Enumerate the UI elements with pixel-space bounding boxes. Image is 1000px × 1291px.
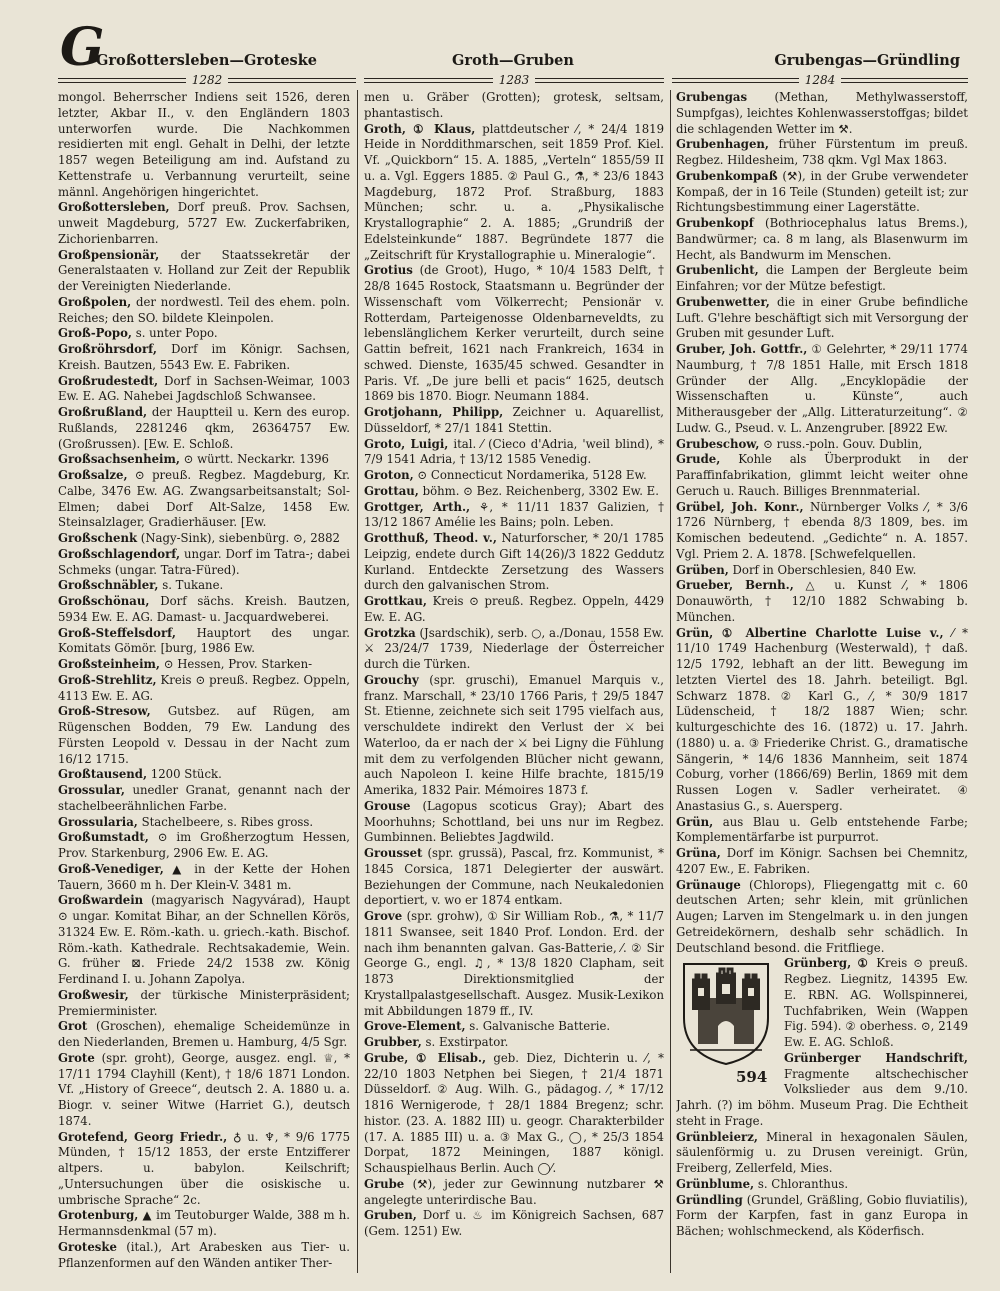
dictionary-entry: [58, 626, 350, 658]
dictionary-entry: [58, 248, 350, 295]
entry-headword: Groß-Strehlitz,: [58, 672, 157, 687]
dictionary-entry: [364, 846, 664, 909]
entry-headword: Grube: [364, 1176, 405, 1191]
entry-text: (Nagy-Sink), siebenbürg. ⊙, 2882: [140, 531, 340, 545]
entry-text: (spr. grohw), ① Sir William Rob., ⚗, * 11/7 1811 Swansee, seit 1840 Prof. London. Erd. der nach ihm benannten galvan. Gas-Batterie, ⁄. ② Sir George G., engl. ♫, * 13/8 1820 Clapham, seit 1873 Direktionsmitglied der Krystallpalastgesellschaft. Ausgez. Musik-Lexikon mit Abbildungen 1879 ff., IV.: [364, 909, 664, 1018]
dictionary-entry: [676, 1130, 968, 1177]
dictionary-entry: [58, 673, 350, 705]
page-number-cell: [58, 72, 356, 88]
page-header: [58, 17, 968, 78]
entry-headword: Grüna,: [676, 846, 721, 860]
entry-text: Dorf u. ♨ im Königreich Sachsen, 687 (Gem. 1251) Ew.: [364, 1208, 664, 1238]
entry-text: Kreis ⊙ preuß. Regbez. Oppeln, 4429 Ew. E. AG.: [364, 594, 664, 624]
entry-text: die in einer Grube befindliche Luft. G'lehre beschäftigt sich mit Versorgung der Gruben mit gesunder Luft.: [676, 294, 968, 341]
entry-headword: Grube, ① Elisab.,: [364, 1050, 487, 1065]
coat-of-arms-icon: [676, 958, 776, 1068]
entry-text: Zeichner u. Aquarellist, Düsseldorf, * 27/1 1841 Stettin.: [364, 405, 664, 435]
dictionary-entry: [676, 216, 968, 263]
entry-text: △ u. Kunst ⁄, * 1806 Donauwörth, † 12/10 1882 Schwabing b. München.: [676, 578, 968, 624]
dictionary-entry: [364, 468, 664, 484]
dictionary-entry: [676, 1177, 968, 1193]
dictionary-entry: [364, 263, 664, 405]
dictionary-entry: [676, 437, 968, 453]
dictionary-entry: [58, 531, 350, 547]
dictionary-entry: [58, 1019, 350, 1051]
entry-text: (Lagopus scoticus Gray); Abart des Moorhuhns; Schottland, bei uns nur im Regbez. Gumbinnen. Beliebtes Jagdwild.: [364, 798, 664, 845]
entry-headword: Grünbleierz,: [676, 1129, 758, 1144]
entry-headword: Gründling: [676, 1192, 743, 1207]
dictionary-entry: [58, 578, 350, 594]
entry-headword: Grüben,: [676, 562, 729, 577]
entry-headword: Grün,: [676, 814, 714, 829]
entry-headword: Grubenkopf: [676, 216, 754, 230]
dictionary-entry: [58, 405, 350, 452]
dictionary-entry: [364, 799, 664, 846]
entry-text: Hauptort des ungar. Komitats Gömör. [burg, 1986 Ew.: [58, 625, 350, 656]
entry-headword: Großsteinheim,: [58, 657, 160, 671]
entry-headword: Groß-Venediger,: [58, 861, 164, 876]
entry-headword: Grotzka: [364, 625, 416, 640]
dictionary-entry: [58, 90, 350, 200]
dictionary-entry: [676, 452, 968, 499]
entry-text: früher Fürstentum im preuß. Regbez. Hildesheim, 738 qkm. Vgl Max 1863.: [676, 137, 968, 167]
dictionary-entry: [58, 1208, 350, 1240]
entry-headword: Grossularia,: [58, 814, 138, 829]
entry-headword: Großwardein: [58, 893, 144, 908]
dictionary-entry: [364, 594, 664, 626]
entry-text: ital. ⁄ (Cieco d'Adria, 'weil blind), * 7/9 1541 Adria, † 13/12 1585 Venedig.: [364, 436, 664, 467]
entry-headword: Grove-Element,: [364, 1019, 466, 1034]
entry-headword: Grove: [364, 909, 403, 923]
dictionary-entry: [58, 862, 350, 894]
entry-text: Gutsbez. auf Rügen, am Rügenschen Bodden, 79 Ew. Landung des Fürsten Leopold v. Dessau in der Nacht zum 16/12 1715.: [58, 704, 350, 766]
section-letter: G: [60, 17, 105, 78]
entry-headword: Grossular,: [58, 783, 125, 797]
entry-text: Stachelbeere, s. Ribes gross.: [141, 814, 314, 829]
entry-text: (spr. grussä), Pascal, frz. Kommunist, * 1845 Corsica, 1871 Delegierter der auswärt. Beziehungen der Commune, nach Neukaledonien deportiert, v. wo er 1874 entkam.: [364, 846, 664, 908]
entry-headword: Grubenwetter,: [676, 294, 770, 309]
entry-headword: Großsalze,: [58, 468, 128, 482]
column-divider: [670, 90, 671, 1273]
entry-headword: Grün, ① Albertine Charlotte Luise v.,: [676, 625, 944, 640]
dictionary-entry: [676, 342, 968, 437]
dictionary-entry: [58, 452, 350, 468]
dictionary-entry: [364, 673, 664, 799]
dictionary-page: [58, 18, 968, 1273]
entry-text: ⊙ Connecticut Nordamerika, 5128 Ew.: [417, 468, 647, 482]
entry-text: ⚘, * 11/11 1837 Galizien, † 13/12 1867 Amélie les Bains; poln. Leben.: [364, 499, 664, 530]
entry-headword: Grubenkompaß: [676, 168, 778, 183]
dictionary-entry: [58, 594, 350, 626]
entry-text: Kreis ⊙ preuß. Regbez. Oppeln, 4113 Ew. E. AG.: [58, 672, 350, 703]
entry-text: Mineral in hexagonalen Säulen, säulenförmig u. zu Drusen vereinigt. Grün, Freiberg, Zellerfeld, Mies.: [676, 1129, 968, 1175]
dictionary-entry: [676, 1193, 968, 1240]
entry-text: (Groschen), ehemalige Scheidemünze in den Niederlanden, Bremen u. Hamburg, 4/5 Sgr.: [58, 1019, 350, 1049]
entry-headword: Groß-Stresow,: [58, 704, 151, 719]
entry-text: (Methan, Methylwasserstoff, Sumpfgas), leichtes Kohlenwasserstoffgas; bildet die schlagenden Wetter im ⚒.: [676, 90, 968, 136]
dictionary-entry: [58, 295, 350, 327]
dictionary-entry: [364, 909, 664, 1019]
entry-headword: Grünblume,: [676, 1176, 755, 1191]
entry-text: (magyarisch Nagyvárad), Haupt ⊙ ungar. Komitat Bihar, an der Schnellen Körös, 31324 Ew. E. Röm.-kath. u. griech.-kath. Bischof. Röm.-kath. Kathedrale. Rechtsakademie, Wein. G. früher ⊠. Friede 24/2 1538 zw. König Ferdinand I. u. Johann Zapolya.: [58, 893, 350, 986]
entry-headword: Großumstadt,: [58, 830, 149, 845]
entry-headword: Großsachsenheim,: [58, 452, 180, 467]
entry-text: Dorf im Königr. Sachsen, Kreish. Bautzen, 5543 Ew. E. Fabriken.: [58, 342, 350, 372]
entry-headword: Großwesir,: [58, 987, 129, 1002]
dictionary-entry: [676, 563, 968, 579]
entry-headword: Grouse: [364, 798, 411, 813]
entry-headword: Gruber, Joh. Gottfr.,: [676, 342, 808, 356]
entry-text: ⊙ preuß. Regbez. Magdeburg, Kr. Calbe, 3476 Ew. AG. Zwangsarbeitsanstalt; Sol- Elmen; dabei Dorf Alt-Salze, 1458 Ew. Steinsalzlager, Gradierhäuser. [Ew.: [58, 468, 350, 530]
dictionary-entry: [58, 815, 350, 831]
entry-text: 1200 Stück.: [150, 767, 222, 782]
column-1-title: Großottersleben—Groteske: [96, 52, 317, 69]
entry-text: mongol. Beherrscher Indiens seit 1526, deren letzter, Akbar II., v. den Engländern 1803 unterworfen wurde. Die Nachkommen residierten mit engl. Gehalt in Delhi, der letzte 1857 wegen Beteiligung am ind. Aufstand zu Kettenstrafe u. Verbannung verurteilt, seine männl. Angehörigen hingerichtet.: [58, 90, 350, 199]
entry-headword: Grünauge: [676, 877, 741, 892]
entry-text: ungar. Dorf im Tatra-; dabei Schmeks (ungar. Tatra-Füred).: [58, 546, 350, 577]
dictionary-entry: [364, 484, 664, 500]
dictionary-entry: [364, 1019, 664, 1035]
entry-text: Dorf im Königr. Sachsen bei Chemnitz, 4207 Ew., E. Fabriken.: [676, 846, 968, 876]
entry-headword: Großröhrsdorf,: [58, 342, 157, 356]
entry-headword: Groto, Luigi,: [364, 436, 449, 451]
entry-text: ⊙ russ.-poln. Gouv. Dublin,: [763, 436, 923, 451]
dictionary-entry: [58, 1240, 350, 1272]
page-number: 1284: [804, 73, 836, 87]
entry-headword: Groß-Steffelsdorf,: [58, 625, 176, 640]
entry-headword: Großottersleben,: [58, 200, 170, 215]
column-3: [676, 90, 968, 1273]
dictionary-entry: [58, 830, 350, 862]
entry-text: ▲ im Teutoburger Walde, 388 m h. Hermannsdenkmal (57 m).: [58, 1208, 350, 1238]
dictionary-entry: [364, 626, 664, 673]
entry-headword: Grotenburg,: [58, 1208, 139, 1223]
dictionary-entry: [364, 1208, 664, 1240]
column-2: [364, 90, 664, 1273]
entry-text: der Hauptteil u. Kern des europ. Rußlands, 2281246 qkm, 26364757 Ew. (Großrussen). [Ew. E. Schloß.: [58, 405, 350, 451]
entry-text: geb. Diez, Dichterin u. ⁄, * 22/10 1803 Netphen bei Siegen, † 21/4 1871 Düsseldorf. ② Aug. Wilh. G., pädagog. ⁄, * 17/12 1816 Wernigerode, † 28/1 1884 Bregenz; schr. histor. (23. A. 1882 III) u. geogr. Charakterbilder (17. A. 1885 III) u. a. ③ Max G., ◯, * 25/3 1854 Dorpat, 1872 Meiningen, 1887 königl. Schauspielhaus Berlin. Auch ◯⁄.: [364, 1050, 664, 1175]
dictionary-entry: [676, 137, 968, 169]
entry-text: (Jsardschik), serb. ○, a./Donau, 1558 Ew. ⚔ 23/24/7 1739, Niederlage der Österreicher durch die Türken.: [364, 625, 664, 671]
dictionary-entry: [676, 295, 968, 342]
entry-text: der türkische Ministerpräsident; Premierminister.: [58, 987, 350, 1018]
page-number-row: [58, 72, 968, 88]
entry-text: Fragmente altschechischer Volkslieder aus dem 9./10. Jahrh. (?) im böhm. Museum Prag. Die Echtheit steht in Frage.: [676, 1066, 968, 1128]
entry-text: Dorf preuß. Prov. Sachsen, unweit Magdeburg, 5727 Ew. Zuckerfabriken, Zichorienbarren.: [58, 200, 350, 246]
entry-headword: Großschnäbler,: [58, 578, 159, 593]
entry-headword: Grottkau,: [364, 594, 427, 608]
entry-headword: Grot: [58, 1019, 88, 1034]
dictionary-entry: [676, 169, 968, 216]
entry-headword: Grubenlicht,: [676, 263, 759, 278]
dictionary-entry: [364, 122, 664, 264]
entry-text: ⊙ im Großherzogtum Hessen, Prov. Starkenburg, 2906 Ew. E. AG.: [58, 830, 350, 860]
entry-text: s. Tukane.: [162, 578, 224, 593]
entry-headword: Grottger, Arth.,: [364, 499, 471, 514]
column-1: [58, 90, 350, 1273]
entry-headword: Großrudestedt,: [58, 373, 159, 388]
dictionary-entry: [364, 1051, 664, 1177]
entry-headword: Grübel, Joh. Konr.,: [676, 499, 804, 514]
dictionary-entry: [58, 657, 350, 673]
entry-text: unedler Granat, genannt nach der stachelbeerähnlichen Farbe.: [58, 783, 350, 813]
entry-headword: Grotefend, Georg Friedr.,: [58, 1129, 228, 1144]
entry-text: s. Chloranthus.: [757, 1176, 849, 1191]
dictionary-entry: [364, 1177, 664, 1209]
entry-text: (spr. gruschi), Emanuel Marquis v., franz. Marschall, * 23/10 1766 Paris, † 29/5 1847 St. Etienne, zeichnete sich seit 1795 vielfach aus, verschuldete indirekt den Verlust der ⚔ bei Waterloo, da er nach der ⚔ bei Ligny die Fühlung mit dem zu verfolgenden Blücher nicht gewann, auch Napoleon I. keine Hilfe brachte, 1815/19 Amerika, 1832 Pair. Mémoires 1873 f.: [364, 672, 664, 797]
dictionary-entry: [58, 893, 350, 988]
entry-text: (⚒), in der Grube verwendeter Kompaß, der in 16 Teile (Stunden) geteilt ist; zur Richtungsbestimmung einer Lagerstätte.: [676, 168, 968, 215]
entry-text: Dorf in Oberschlesien, 840 Ew.: [732, 562, 917, 577]
dictionary-entry: [676, 263, 968, 295]
entry-text: ① Gelehrter, * 29/11 1774 Naumburg, † 7/8 1851 Halle, mit Ersch 1818 Gründer der Allg. „Encyklopädie der Wissenschaften u. Künste“, auch Mitherausgeber der „Allg. Litteraturzeitung“. ② Ludw. G., Pseud. v. L. Anzengruber. [8922 Ew.: [676, 342, 968, 435]
entry-headword: Großpensionär,: [58, 247, 160, 262]
entry-text: ⊙ Hessen, Prov. Starken-: [163, 657, 313, 671]
entry-text: die Lampen der Bergleute beim Einfahren; vor der Mütze befestigt.: [676, 263, 968, 293]
entry-text: men u. Gräber (Grotten); grotesk, seltsam, phantastisch.: [364, 90, 664, 120]
entry-headword: Grubenhagen,: [676, 137, 769, 152]
entry-headword: Großschlagendorf,: [58, 546, 181, 561]
dictionary-entry: [364, 531, 664, 594]
entry-text: ⊙ württ. Neckarkr. 1396: [183, 452, 329, 467]
entry-text: (Bothriocephalus latus Brems.), Bandwürmer; ca. 8 m lang, als Blasenwurm im Hecht, als Bandwurm im Menschen.: [676, 216, 968, 262]
entry-headword: Großpolen,: [58, 294, 132, 309]
dictionary-entry: [676, 578, 968, 625]
entry-text: ⁄ * 11/10 1749 Hachenburg (Westerwald), † daß. 12/5 1792, lebhaft an der litt. Bewegung im letzten Viertel des 18. Jahrh. beteiligt. Bgl. Schwarz 1878. ② Karl G., ⁄, * 30/9 1817 Lüdenscheid, † 18/2 1887 Wien; schr. kulturgeschichte des 16. (1872) u. 17. Jahrh. (1880) u. a. ③ Friederike Christ. G., dramatische Sängerin, * 14/6 1836 Mannheim, seit 1874 Coburg, vorher (1866/69) Berlin, 1869 mit dem Russen Logen v. Sadler verheiratet. ④ Anastasius G., s. Auersperg.: [676, 625, 968, 813]
dictionary-entry: [58, 1051, 350, 1130]
entry-headword: Großschenk: [58, 531, 138, 545]
entry-text: (ital.), Art Arabesken aus Tier- u. Pflanzenformen auf den Wänden antiker Ther-: [58, 1239, 350, 1270]
dictionary-entry: [676, 500, 968, 563]
entry-text: (spr. groht), George, ausgez. engl. ♕, * 17/11 1794 Clayhill (Kent), † 18/6 1871 London. Vf. „History of Greece“, deutsch 2. A. 1880 u. a. Biogr. v. seiner Witwe (Harriet G.), deutsch 1874.: [58, 1050, 350, 1128]
entry-text: (Chlorops), Fliegengattg mit c. 60 deutschen Arten; sehr klein, mit grünlichen Augen; Larven im Stengelmark u. in den jungen Getreidekörnern, deshalb sehr schädlich. In Deutschland besond. die Fritfliege.: [676, 877, 968, 955]
entry-headword: Groton,: [364, 468, 414, 482]
dictionary-entry: [58, 547, 350, 579]
entry-headword: Groteske: [58, 1239, 117, 1254]
column-2-title: Groth—Gruben: [452, 52, 574, 69]
entry-text: s. Galvanische Batterie.: [469, 1019, 611, 1034]
entry-text: s. Exstirpator.: [425, 1035, 509, 1049]
entry-headword: Groß-Popo,: [58, 326, 132, 341]
coat-of-arms-figure: [676, 958, 776, 1086]
dictionary-entry: [364, 1035, 664, 1051]
entry-text: plattdeutscher ⁄, * 24/4 1819 Heide in Norddithmarschen, seit 1859 Prof. Kiel. Vf. „Quickborn“ 15. A. 1885, „Verteln“ 1855/59 II u. a. Vgl. Eggers 1885. ② Paul G., ⚗, * 23/6 1843 Magdeburg, 1872 Prof. Straßburg, 1883 München; schr. u. a. „Physikalische Krystallographie“ 2. A. 1885; „Grundriß der Edelsteinkunde“ 1887. Begründete 1877 die „Zeitschrift für Krystallographie u. Mineralogie“.: [364, 121, 664, 262]
entry-text: (de Groot), Hugo, * 10/4 1583 Delft, † 28/8 1645 Rostock, Staatsmann u. Begründer der Wissenschaft vom Völkerrecht; Pensionär v. Rotterdam, Parteigenosse Oldenbarneveldts, zu lebenslänglichem Kerker verurteilt, durch seine Gattin befreit, 1621 nach Frankreich, 1634 in schwed. Dienste, 1635/45 schwed. Gesandter in Paris. Vf. „De jure belli et pacis“ 1625, deutsch 1869 bis 1870. Biogr. Neumann 1884.: [364, 263, 664, 404]
entry-text: böhm. ⊙ Bez. Reichenberg, 3302 Ew. E.: [422, 483, 659, 498]
page-number: 1282: [191, 73, 223, 87]
entry-headword: Grubengas: [676, 90, 748, 104]
dictionary-entry: [58, 988, 350, 1020]
dictionary-entry: [58, 342, 350, 374]
entry-text: der nordwestl. Teil des ehem. poln. Reiches; den SO. bildete Kleinpolen.: [58, 294, 350, 325]
entry-headword: Grotjohann, Philipp,: [364, 405, 504, 419]
dictionary-entry: [676, 878, 968, 957]
entry-text: Kohle als Überprodukt in der Paraffinfabrikation, glimmt leicht weiter ohne Geruch u. Rauch. Billiges Brennmaterial.: [676, 452, 968, 498]
dictionary-entry: [58, 374, 350, 406]
entry-headword: Großtausend,: [58, 767, 148, 782]
entry-text: (⚒), jeder zur Gewinnung nutzbarer ⚒ angelegte unterirdische Bau.: [364, 1176, 664, 1207]
entry-text: Naturforscher, * 20/1 1785 Leipzig, endete durch Gift 14(26)/3 1822 Geddutz Kurland. Entdeckte Zersetzung des Wassers durch den galvanischen Strom.: [364, 531, 664, 593]
page-number: 1283: [498, 73, 530, 87]
entry-headword: Groth, ① Klaus,: [364, 121, 476, 136]
entry-headword: Grünberg, ①: [784, 956, 871, 971]
dictionary-entry: [676, 90, 968, 137]
entry-headword: Grouchy: [364, 672, 419, 687]
entry-text: Dorf in Sachsen-Weimar, 1003 Ew. E. AG. Nahebei Jagdschloß Schwansee.: [58, 373, 350, 404]
entry-headword: Grotius: [364, 263, 413, 278]
page-number-cell: [672, 72, 968, 88]
entry-headword: Grottau,: [364, 483, 419, 498]
entry-headword: Grude,: [676, 452, 721, 467]
entry-text: (Grundel, Gräßling, Gobio fluviatilis), Form der Karpfen, fast in ganz Europa in Bächen; wohlschmeckend, als Köderfisch.: [676, 1192, 968, 1238]
dictionary-entry: [58, 1130, 350, 1209]
dictionary-entry: [364, 90, 664, 122]
entry-headword: Grubber,: [364, 1035, 422, 1049]
entry-headword: Grotthuß, Theod. v.,: [364, 531, 497, 545]
entry-headword: Grubeschow,: [676, 436, 760, 451]
dictionary-entry: [58, 704, 350, 767]
dictionary-entry: [58, 468, 350, 531]
page-number-cell: [364, 72, 664, 88]
dictionary-entry: [364, 437, 664, 469]
entry-headword: Großrußland,: [58, 405, 148, 419]
dictionary-entry: [676, 846, 968, 878]
column-divider: [357, 90, 358, 1273]
dictionary-entry: [58, 767, 350, 783]
entry-text: Dorf sächs. Kreish. Bautzen, 5934 Ew. E. AG. Damast- u. Jacquardweberei.: [58, 594, 350, 624]
entry-headword: Grousset: [364, 846, 423, 860]
entry-text: Kreis ⊙ preuß. Regbez. Liegnitz, 14395 Ew. E. RBN. AG. Wollspinnerei, Tuchfabriken, Wein (Wappen Fig. 594). ② oberhess. ⊙, 2149 Ew. E. AG. Schloß.: [784, 956, 968, 1049]
dictionary-entry: [364, 405, 664, 437]
entry-text: Nürnberger Volks ⁄, * 3/6 1726 Nürnberg, † ebenda 8/3 1809, bes. im Komischen bedeutend. „Gedichte“ n. A. 1857. Vgl. Priem 2. A. 1878. [Schwefelquellen.: [676, 499, 968, 561]
figure-number: 594: [736, 1068, 768, 1087]
entry-headword: Großschönau,: [58, 594, 150, 608]
entry-headword: Grueber, Bernh.,: [676, 578, 794, 593]
entry-headword: Grote: [58, 1050, 95, 1065]
dictionary-entry: [58, 326, 350, 342]
column-3-title: Grubengas—Gründling: [774, 52, 960, 69]
entry-headword: Gruben,: [364, 1208, 417, 1223]
entry-headword: Grünberger Handschrift,: [784, 1050, 968, 1065]
dictionary-entry: [58, 200, 350, 247]
entry-text: ♁ u. ♆, * 9/6 1775 Münden, † 15/12 1853, der erste Entzifferer altpers. u. babylon. Keilschrift; „Untersuchungen über die osiskische u. umbrische Sprache“ 2c.: [58, 1129, 350, 1207]
entry-text: der Staatssekretär der Generalstaaten v. Holland zur Zeit der Republik der Vereinigten Niederlande.: [58, 247, 350, 293]
entry-text: s. unter Popo.: [135, 326, 218, 341]
dictionary-entry: [676, 626, 968, 815]
dictionary-entry: [58, 783, 350, 815]
dictionary-entry: [676, 815, 968, 847]
dictionary-entry: [364, 500, 664, 532]
entry-text: aus Blau u. Gelb entstehende Farbe; Komplementärfarbe ist purpurrot.: [676, 814, 968, 845]
entry-text: ▲ in der Kette der Hohen Tauern, 3660 m h. Der Klein-V. 3481 m.: [58, 861, 350, 892]
